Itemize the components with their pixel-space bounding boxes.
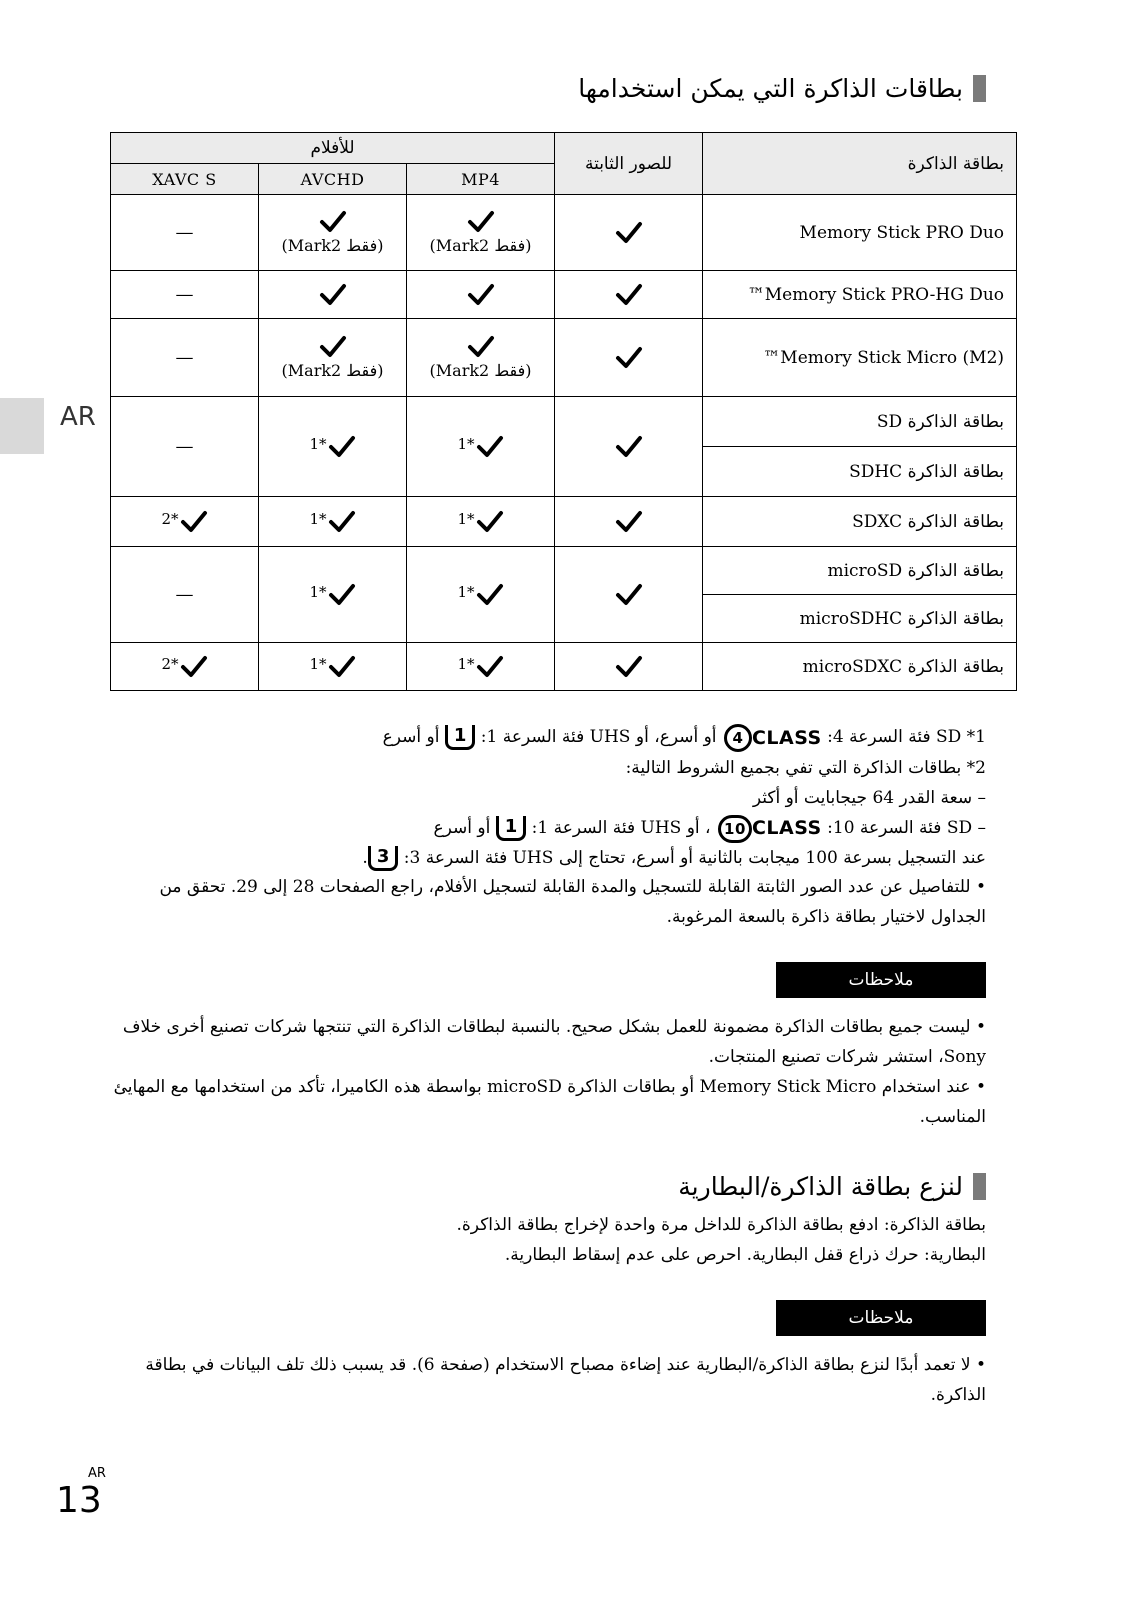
checkmark-icon [615, 435, 643, 459]
header-movies: للأفلام [111, 133, 555, 164]
section-title-remove-card-battery: لنزع بطاقة الذاكرة/البطارية [678, 1172, 986, 1201]
unsupported-dash: — [175, 222, 194, 243]
footnote-2-condition-1: – سعة القدر 64 جيجابايت أو أكثر [752, 787, 986, 808]
table-row [111, 195, 1017, 271]
header-still-images: للصور الثابتة [555, 133, 703, 195]
remove-instructions [86, 1210, 986, 1270]
footnote-1-marker: 1* [457, 654, 475, 673]
card-name: (M2) Memory Stick Micro™ [703, 319, 1017, 397]
uhs3-logo: 3 [368, 846, 399, 871]
language-tab-marker [0, 398, 44, 454]
unsupported-dash: — [175, 584, 194, 605]
unsupported-dash: — [175, 347, 194, 368]
checkmark-icon [328, 655, 356, 679]
card-name: Memory Stick PRO Duo [703, 195, 1017, 271]
header-memory-card: بطاقة الذاكرة [703, 133, 1017, 195]
checkmark-icon [319, 210, 347, 234]
page-number: 13 [56, 1480, 102, 1521]
remove-card-line: بطاقة الذاكرة: ادفع بطاقة الذاكرة للداخل مرة واحدة لإخراج بطاقة الذاكرة. [456, 1215, 986, 1235]
checkmark-icon [476, 435, 504, 459]
table-row [111, 547, 1017, 595]
mark2-note: (فقط Mark2) [281, 361, 384, 380]
mark2-note: (فقط Mark2) [429, 236, 532, 255]
checkmark-icon [615, 221, 643, 245]
capacity-note: • للتفاصيل عن عدد الصور الثابتة القابلة للتسجيل والمدة القابلة لتسجيل الأفلام، راجع الصفحات 28 إلى 29. تحقق من الجداول لاختيار بطاقة ذاكرة بالسعة المرغوبة. [159, 877, 986, 927]
class4-logo: CLASS4 [722, 723, 822, 753]
unsupported-dash: — [175, 436, 194, 457]
table-row [111, 271, 1017, 319]
checkmark-icon [615, 583, 643, 607]
page-lang-label: AR [88, 1466, 106, 1481]
footnote-1-marker: 1* [309, 434, 327, 453]
table-row [111, 643, 1017, 691]
card-name: بطاقة الذاكرة microSD [703, 547, 1017, 595]
note-item: • لا تعمد أبدًا لنزع بطاقة الذاكرة/البطارية عند إضاءة مصباح الاستخدام (صفحة 6). قد يسبب ذلك تلف البيانات في بطاقة الذاكرة. [145, 1355, 986, 1405]
checkmark-icon [180, 655, 208, 679]
header-avchd: AVCHD [259, 164, 407, 195]
checkmark-icon [328, 510, 356, 534]
checkmark-icon [467, 210, 495, 234]
table-row [111, 397, 1017, 447]
mark2-note: (فقط Mark2) [281, 236, 384, 255]
uhs1-logo: 1 [445, 725, 476, 750]
table-row [111, 497, 1017, 547]
checkmark-icon [615, 283, 643, 307]
unsupported-dash: — [175, 284, 194, 305]
footnote-1-marker: 1* [309, 654, 327, 673]
class10-logo: CLASS10 [716, 813, 822, 843]
card-name: بطاقة الذاكرة SD [703, 397, 1017, 447]
mark2-note: (فقط Mark2) [429, 361, 532, 380]
note-item: • عند استخدام Memory Stick Micro أو بطاقات الذاكرة microSD بواسطة هذه الكاميرا، تأكد من استخدامها مع المهايئ المناسب. [113, 1077, 986, 1127]
header-xavcs: XAVC S [111, 164, 259, 195]
checkmark-icon [319, 335, 347, 359]
footnote-1-marker: 1* [309, 509, 327, 528]
checkmark-icon [615, 346, 643, 370]
section-marker [973, 75, 986, 102]
checkmark-icon [467, 283, 495, 307]
checkmark-icon [328, 583, 356, 607]
notes-heading: ملاحظات [776, 1300, 986, 1336]
card-name: بطاقة الذاكرة SDXC [703, 497, 1017, 547]
note-item: • ليست جميع بطاقات الذاكرة مضمونة للعمل بشكل صحيح. بالنسبة لبطاقات الذاكرة التي تنتجها شركات تصنيع أخرى خلاف Sony، استشر شركات تصنيع المنتجات. [122, 1017, 986, 1067]
checkmark-icon [476, 655, 504, 679]
remove-battery-line: البطارية: حرك ذراع قفل البطارية. احرص على عدم إسقاط البطارية. [504, 1245, 986, 1265]
footnote-2-condition-3: عند التسجيل بسرعة 100 ميجابت بالثانية أو أسرع، تحتاج إلى UHS فئة السرعة 3: 3. [86, 843, 986, 873]
checkmark-icon [319, 283, 347, 307]
section-title-memory-cards: بطاقات الذاكرة التي يمكن استخدامها [578, 74, 986, 103]
footnote-2-condition-2: – SD فئة السرعة 10: CLASS10 ، أو UHS فئة السرعة 1: 1 أو أسرع [86, 813, 986, 844]
notes-heading: ملاحظات [776, 962, 986, 998]
language-tab-label: AR [60, 402, 96, 432]
card-name: Memory Stick PRO-HG Duo™ [703, 271, 1017, 319]
card-name: بطاقة الذاكرة SDHC [703, 447, 1017, 497]
uhs1-logo: 1 [496, 816, 527, 841]
footnote-1-marker: 1* [457, 582, 475, 601]
checkmark-icon [476, 510, 504, 534]
header-mp4: MP4 [407, 164, 555, 195]
checkmark-icon [615, 655, 643, 679]
memory-card-compatibility-table [110, 132, 1017, 691]
notes-list [106, 1350, 986, 1410]
card-name: بطاقة الذاكرة microSDXC [703, 643, 1017, 691]
footnotes [86, 722, 986, 873]
checkmark-icon [476, 583, 504, 607]
footnote-1-marker: 1* [457, 509, 475, 528]
table-row [111, 319, 1017, 397]
footnote-2-marker: 2* [161, 509, 179, 528]
notes-list [106, 1012, 986, 1132]
checkmark-icon [615, 510, 643, 534]
section-marker [973, 1173, 986, 1200]
footnote-2-marker: 2* [161, 654, 179, 673]
footnote-1-marker: 1* [457, 434, 475, 453]
footnote-1: 1* SD فئة السرعة 4: CLASS4 أو أسرع، أو UHS فئة السرعة 1: 1 أو أسرع [86, 722, 986, 753]
checkmark-icon [467, 335, 495, 359]
checkmark-icon [180, 510, 208, 534]
footnote-1-marker: 1* [309, 582, 327, 601]
footnote-2: 2* بطاقات الذاكرة التي تفي بجميع الشروط التالية: [625, 757, 986, 778]
card-name: بطاقة الذاكرة microSDHC [703, 595, 1017, 643]
checkmark-icon [328, 435, 356, 459]
